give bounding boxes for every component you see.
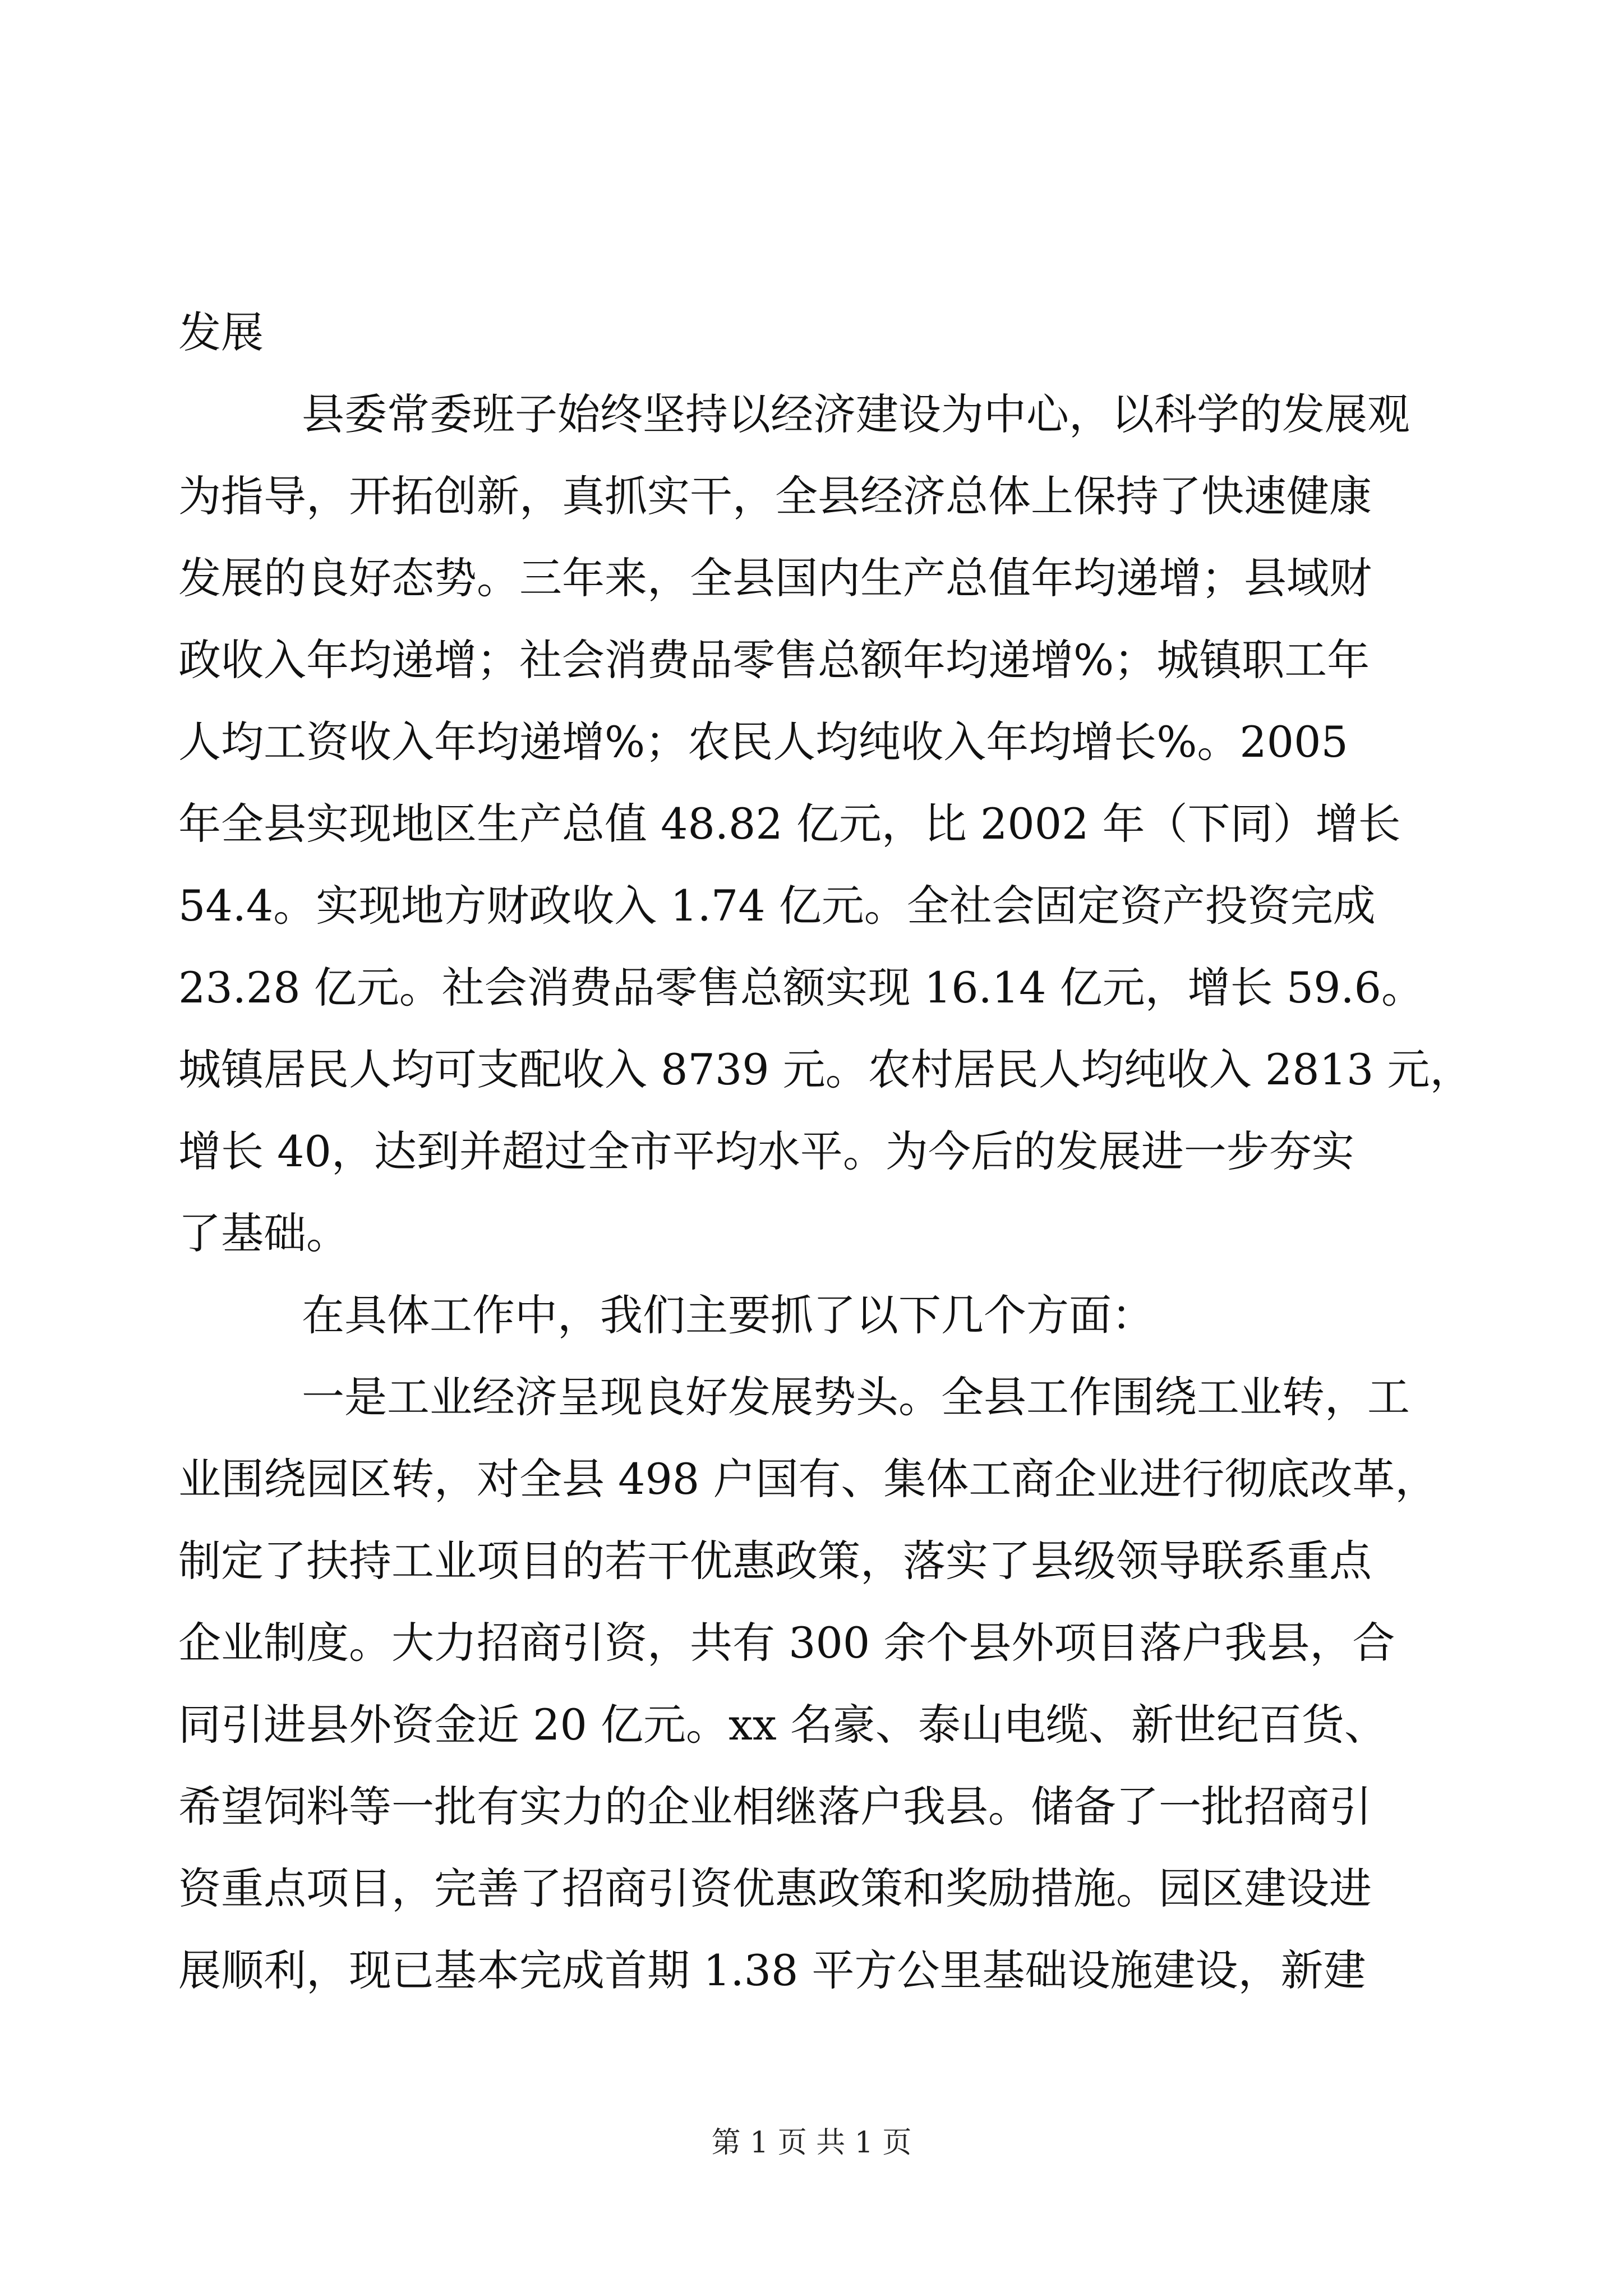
document-body [178,292,1473,2012]
text-line: 企业制度。大力招商引资，共有 300 余个县外项目落户我县，合 [178,1618,1395,1668]
text-line: 为指导，开拓创新，真抓实干，全县经济总体上保持了快速健康 [178,471,1372,521]
text-line: 增长 40，达到并超过全市平均水平。为今后的发展进一步夯实 [178,1126,1354,1176]
page-number-label: 第 1 页 共 1 页 [711,2126,912,2160]
text-line: 制定了扶持工业项目的若干优惠政策，落实了县级领导联系重点 [178,1536,1372,1586]
text-line: 年全县实现地区生产总值 48.82 亿元，比 2002 年（下同）增长 [178,799,1401,849]
text-line: 同引进县外资金近 20 亿元。xx 名豪、泰山电缆、新世纪百货、 [178,1700,1387,1750]
text-line: 资重点项目，完善了招商引资优惠政策和奖励措施。园区建设进 [178,1864,1372,1913]
text-line: 54.4。实现地方财政收入 1.74 亿元。全社会固定资产投资完成 [178,881,1376,931]
text-line: 发展的良好态势。三年来，全县国内生产总值年均递增；县域财 [178,553,1372,603]
text-line: 城镇居民人均可支配收入 8739 元。农村居民人均纯收入 2813 元， [178,1045,1473,1094]
paragraph-first-line: 县委常委班子始终坚持以经济建设为中心，以科学的发展观 [302,389,1410,439]
paragraph-first-line: 在具体工作中，我们主要抓了以下几个方面： [302,1290,1154,1340]
page-footer [0,2123,1623,2162]
text-line: 23.28 亿元。社会消费品零售总额实现 16.14 亿元，增长 59.6。 [178,963,1424,1013]
text-line: 展顺利，现已基本完成首期 1.38 平方公里基础设施建设，新建 [178,1945,1366,1995]
paragraph-first-line: 一是工业经济呈现良好发展势头。全县工作围绕工业转，工 [302,1372,1410,1422]
text-line: 业围绕园区转，对全县 498 户国有、集体工商企业进行彻底改革， [178,1454,1438,1504]
text-line: 了基础。 [178,1208,349,1258]
text-line: 希望饲料等一批有实力的企业相继落户我县。储备了一批招商引 [178,1782,1372,1832]
text-line: 人均工资收入年均递增%；农民人均纯收入年均增长%。2005 [178,717,1348,767]
text-line: 政收入年均递增；社会消费品零售总额年均递增%；城镇职工年 [178,635,1370,685]
text-line: 发展 [178,307,264,357]
